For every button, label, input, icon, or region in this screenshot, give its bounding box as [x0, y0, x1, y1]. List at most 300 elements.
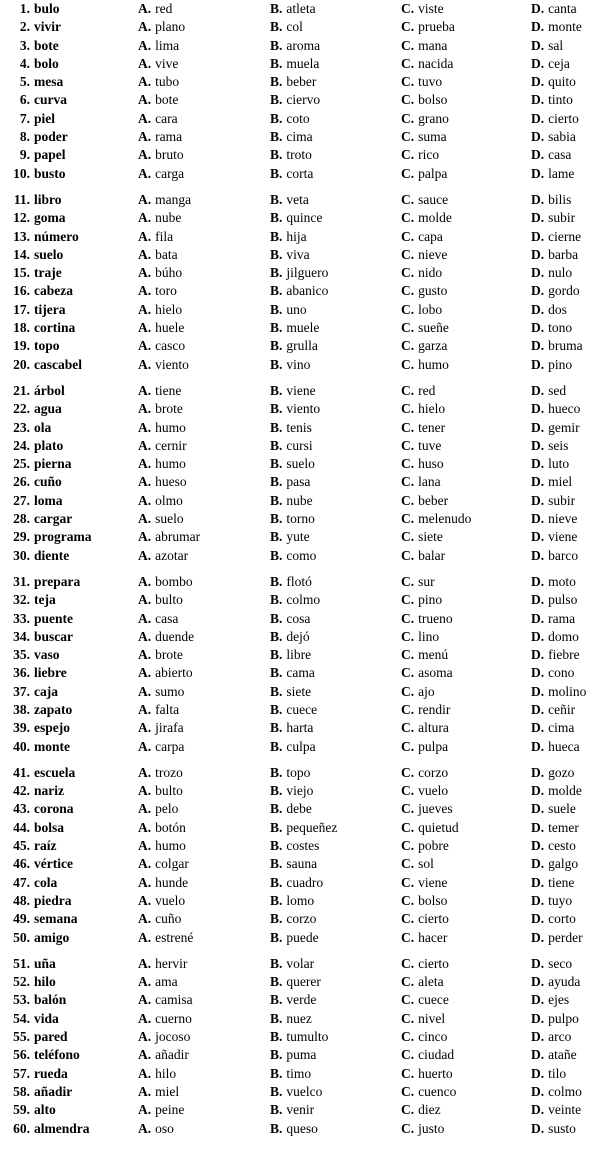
item-number: 51.	[13, 955, 30, 971]
target-word-cell	[0, 929, 138, 947]
option-word: suelo	[286, 456, 315, 472]
option-word: cinco	[418, 1029, 448, 1045]
item-number: 34.	[13, 628, 30, 644]
item-row	[0, 1120, 600, 1138]
target-word: semana	[34, 911, 78, 927]
option-word: como	[286, 547, 317, 563]
option-letter: B.	[270, 19, 283, 35]
target-word-cell	[0, 37, 138, 55]
option-b	[270, 874, 401, 892]
option-c	[401, 228, 531, 246]
option-letter: B.	[270, 301, 283, 317]
option-letter: A.	[138, 283, 152, 299]
option-letter: D.	[531, 246, 545, 262]
option-c	[401, 547, 531, 565]
target-word-cell	[0, 819, 138, 837]
option-letter: D.	[531, 419, 545, 435]
option-c	[401, 319, 531, 337]
option-letter: A.	[138, 929, 152, 945]
option-a	[138, 991, 270, 1009]
target-word: cargar	[34, 511, 73, 527]
option-letter: D.	[531, 74, 545, 90]
option-letter: C.	[401, 382, 415, 398]
option-word: botón	[155, 819, 186, 835]
option-letter: A.	[138, 320, 152, 336]
option-letter: A.	[138, 511, 152, 527]
item-row	[0, 91, 600, 109]
option-c	[401, 455, 531, 473]
option-c	[401, 337, 531, 355]
option-letter: D.	[531, 165, 545, 181]
target-word-cell	[0, 1065, 138, 1083]
option-b	[270, 683, 401, 701]
option-word: fiebre	[548, 647, 580, 663]
option-c	[401, 510, 531, 528]
option-letter: D.	[531, 819, 545, 835]
option-word: barba	[548, 246, 579, 262]
option-c	[401, 419, 531, 437]
item-number: 23.	[13, 419, 30, 435]
option-a	[138, 1010, 270, 1028]
option-word: estrené	[155, 929, 194, 945]
option-word: subir	[548, 210, 576, 226]
option-d	[531, 800, 600, 818]
option-word: hueca	[548, 738, 580, 754]
option-word: carga	[155, 165, 185, 181]
option-word: huerto	[418, 1065, 453, 1081]
option-b	[270, 437, 401, 455]
option-word: viento	[286, 401, 321, 417]
option-word: torno	[286, 511, 315, 527]
item-number: 44.	[13, 819, 30, 835]
option-word: hacer	[418, 929, 448, 945]
option-word: rama	[155, 129, 183, 145]
item-row	[0, 437, 600, 455]
option-letter: C.	[401, 529, 415, 545]
option-d	[531, 337, 600, 355]
target-word-cell	[0, 165, 138, 183]
option-a	[138, 929, 270, 947]
option-word: pasa	[286, 474, 311, 490]
item-row	[0, 228, 600, 246]
option-letter: C.	[401, 720, 415, 736]
item-row	[0, 591, 600, 609]
item-row	[0, 419, 600, 437]
item-row	[0, 819, 600, 837]
option-word: suele	[548, 801, 576, 817]
option-b	[270, 382, 401, 400]
option-a	[138, 1101, 270, 1119]
option-word: nivel	[418, 1010, 446, 1026]
option-a	[138, 874, 270, 892]
target-word: cortina	[34, 320, 76, 336]
option-b	[270, 610, 401, 628]
option-d	[531, 929, 600, 947]
option-word: jocoso	[155, 1029, 191, 1045]
item-number: 39.	[13, 720, 30, 736]
item-number: 49.	[13, 911, 30, 927]
option-letter: A.	[138, 892, 152, 908]
item-number: 32.	[13, 592, 30, 608]
item-row	[0, 646, 600, 664]
option-letter: B.	[270, 110, 283, 126]
option-a	[138, 528, 270, 546]
option-word: quince	[286, 210, 323, 226]
target-word-cell	[0, 892, 138, 910]
option-d	[531, 1010, 600, 1028]
target-word-cell	[0, 419, 138, 437]
item-number: 53.	[13, 992, 30, 1008]
option-letter: C.	[401, 511, 415, 527]
option-letter: C.	[401, 874, 415, 890]
option-word: veinte	[548, 1102, 582, 1118]
option-d	[531, 528, 600, 546]
option-word: tumulto	[286, 1029, 329, 1045]
option-word: jirafa	[155, 720, 184, 736]
option-word: nido	[418, 265, 443, 281]
target-word-cell	[0, 0, 138, 18]
option-word: galgo	[548, 856, 579, 872]
option-letter: C.	[401, 92, 415, 108]
item-number: 17.	[13, 301, 30, 317]
option-c	[401, 591, 531, 609]
option-word: tono	[548, 320, 573, 336]
option-word: nube	[286, 492, 313, 508]
option-word: sabia	[548, 129, 576, 145]
option-word: justo	[418, 1120, 445, 1136]
option-b	[270, 855, 401, 873]
option-word: cursi	[286, 437, 313, 453]
option-letter: B.	[270, 1, 283, 16]
option-c	[401, 37, 531, 55]
target-word: balón	[34, 992, 67, 1008]
option-c	[401, 973, 531, 991]
option-letter: D.	[531, 547, 545, 563]
option-word: col	[286, 19, 303, 35]
target-word-cell	[0, 664, 138, 682]
option-word: cosa	[286, 610, 311, 626]
option-word: ama	[155, 974, 178, 990]
option-letter: A.	[138, 1065, 152, 1081]
option-letter: A.	[138, 647, 152, 663]
item-row	[0, 246, 600, 264]
option-a	[138, 0, 270, 18]
option-letter: C.	[401, 819, 415, 835]
option-b	[270, 419, 401, 437]
option-a	[138, 628, 270, 646]
option-word: rico	[418, 147, 440, 163]
option-letter: D.	[531, 720, 545, 736]
option-b	[270, 892, 401, 910]
option-word: culpa	[286, 738, 316, 754]
target-word-cell	[0, 473, 138, 491]
item-number: 52.	[13, 974, 30, 990]
option-word: beber	[418, 492, 449, 508]
item-number: 41.	[13, 764, 30, 780]
option-letter: A.	[138, 165, 152, 181]
option-letter: C.	[401, 210, 415, 226]
option-b	[270, 1028, 401, 1046]
option-a	[138, 37, 270, 55]
option-letter: C.	[401, 1, 415, 16]
option-b	[270, 837, 401, 855]
option-word: temer	[548, 819, 579, 835]
option-a	[138, 800, 270, 818]
option-word: trozo	[155, 764, 183, 780]
option-a	[138, 209, 270, 227]
option-letter: A.	[138, 401, 152, 417]
target-word: plato	[34, 437, 64, 453]
option-word: tiene	[548, 874, 575, 890]
option-word: corzo	[286, 911, 317, 927]
option-letter: D.	[531, 37, 545, 53]
option-b	[270, 400, 401, 418]
item-number: 58.	[13, 1083, 30, 1099]
target-word-cell	[0, 264, 138, 282]
option-word: bilis	[548, 191, 572, 207]
item-number: 45.	[13, 838, 30, 854]
item-number: 40.	[13, 738, 30, 754]
option-letter: D.	[531, 1120, 545, 1136]
option-d	[531, 382, 600, 400]
option-word: debe	[286, 801, 312, 817]
option-letter: C.	[401, 74, 415, 90]
option-letter: C.	[401, 246, 415, 262]
item-row	[0, 473, 600, 491]
option-letter: A.	[138, 74, 152, 90]
option-letter: A.	[138, 456, 152, 472]
target-word-cell	[0, 910, 138, 928]
target-word: vivir	[34, 19, 61, 35]
option-d	[531, 55, 600, 73]
option-a	[138, 191, 270, 209]
option-letter: C.	[401, 147, 415, 163]
option-letter: D.	[531, 573, 545, 589]
item-row	[0, 628, 600, 646]
target-word-cell	[0, 1028, 138, 1046]
item-row	[0, 128, 600, 146]
item-number: 18.	[13, 320, 30, 336]
target-word: goma	[34, 210, 66, 226]
item-row	[0, 874, 600, 892]
option-d	[531, 573, 600, 591]
option-word: gemir	[548, 419, 580, 435]
option-letter: A.	[138, 819, 152, 835]
option-b	[270, 209, 401, 227]
option-word: puma	[286, 1047, 317, 1063]
option-word: cuenco	[418, 1083, 457, 1099]
option-c	[401, 664, 531, 682]
option-letter: C.	[401, 892, 415, 908]
option-word: miel	[155, 1083, 180, 1099]
item-number: 7.	[19, 110, 30, 126]
option-word: tuve	[418, 437, 442, 453]
target-word-cell	[0, 591, 138, 609]
item-number: 38.	[13, 701, 30, 717]
option-b	[270, 128, 401, 146]
option-word: jilguero	[286, 265, 329, 281]
option-d	[531, 91, 600, 109]
option-letter: C.	[401, 456, 415, 472]
option-letter: A.	[138, 147, 152, 163]
option-d	[531, 455, 600, 473]
item-row	[0, 209, 600, 227]
target-word: añadir	[34, 1083, 73, 1099]
option-d	[531, 683, 600, 701]
option-c	[401, 910, 531, 928]
option-word: hueco	[548, 401, 581, 417]
option-letter: D.	[531, 228, 545, 244]
option-word: tilo	[548, 1065, 567, 1081]
option-word: lima	[155, 37, 180, 53]
option-word: lame	[548, 165, 575, 181]
item-row	[0, 610, 600, 628]
option-c	[401, 246, 531, 264]
item-number: 33.	[13, 610, 30, 626]
option-c	[401, 610, 531, 628]
option-b	[270, 628, 401, 646]
option-word: pelo	[155, 801, 179, 817]
option-word: cernir	[155, 437, 187, 453]
option-letter: B.	[270, 701, 283, 717]
option-word: hunde	[155, 874, 189, 890]
option-c	[401, 301, 531, 319]
target-word: programa	[34, 529, 92, 545]
option-letter: B.	[270, 801, 283, 817]
option-d	[531, 37, 600, 55]
option-c	[401, 1028, 531, 1046]
option-word: lomo	[286, 892, 315, 908]
option-b	[270, 110, 401, 128]
option-word: corzo	[418, 764, 449, 780]
option-letter: D.	[531, 1047, 545, 1063]
option-word: ejes	[548, 992, 570, 1008]
option-letter: C.	[401, 1047, 415, 1063]
option-letter: B.	[270, 74, 283, 90]
option-word: manga	[155, 191, 192, 207]
target-word: bolo	[34, 55, 59, 71]
option-letter: C.	[401, 338, 415, 354]
option-word: peine	[155, 1102, 185, 1118]
item-number: 11.	[13, 191, 30, 207]
option-letter: C.	[401, 628, 415, 644]
option-b	[270, 664, 401, 682]
option-word: ciervo	[286, 92, 321, 108]
option-word: pobre	[418, 838, 449, 854]
target-word-cell	[0, 228, 138, 246]
option-b	[270, 929, 401, 947]
option-word: vuelco	[286, 1083, 323, 1099]
option-letter: A.	[138, 592, 152, 608]
option-word: moto	[548, 573, 576, 589]
option-word: domo	[548, 628, 579, 644]
option-letter: B.	[270, 165, 283, 181]
target-word: vaso	[34, 647, 60, 663]
option-a	[138, 246, 270, 264]
option-b	[270, 510, 401, 528]
option-word: casa	[155, 610, 179, 626]
option-d	[531, 356, 600, 374]
option-word: viene	[286, 382, 316, 398]
option-letter: C.	[401, 783, 415, 799]
option-letter: A.	[138, 529, 152, 545]
option-word: asoma	[418, 665, 453, 681]
item-number: 31.	[13, 573, 30, 589]
item-block	[0, 382, 600, 565]
option-letter: D.	[531, 628, 545, 644]
target-word: pierna	[34, 456, 72, 472]
option-word: corta	[286, 165, 314, 181]
target-word: puente	[34, 610, 74, 626]
item-number: 35.	[13, 647, 30, 663]
option-word: volar	[286, 955, 315, 971]
option-c	[401, 929, 531, 947]
target-word-cell	[0, 337, 138, 355]
option-letter: B.	[270, 382, 283, 398]
option-word: humo	[155, 838, 186, 854]
item-block	[0, 764, 600, 947]
option-word: molde	[418, 210, 452, 226]
option-b	[270, 356, 401, 374]
option-word: timo	[286, 1065, 312, 1081]
item-row	[0, 55, 600, 73]
option-d	[531, 719, 600, 737]
item-row	[0, 1083, 600, 1101]
option-letter: B.	[270, 783, 283, 799]
option-letter: D.	[531, 210, 545, 226]
option-letter: C.	[401, 838, 415, 854]
option-letter: C.	[401, 764, 415, 780]
option-letter: D.	[531, 892, 545, 908]
option-letter: D.	[531, 610, 545, 626]
option-b	[270, 1046, 401, 1064]
option-letter: C.	[401, 110, 415, 126]
option-letter: D.	[531, 974, 545, 990]
item-row	[0, 382, 600, 400]
item-row	[0, 573, 600, 591]
option-word: verde	[286, 992, 317, 1008]
option-letter: B.	[270, 838, 283, 854]
option-word: veta	[286, 191, 309, 207]
option-word: bolso	[418, 92, 448, 108]
option-letter: B.	[270, 529, 283, 545]
option-letter: D.	[531, 265, 545, 281]
option-c	[401, 146, 531, 164]
item-number: 22.	[13, 401, 30, 417]
option-letter: B.	[270, 1120, 283, 1136]
option-word: grano	[418, 110, 449, 126]
option-b	[270, 1065, 401, 1083]
option-c	[401, 955, 531, 973]
item-row	[0, 18, 600, 36]
option-b	[270, 282, 401, 300]
option-word: sur	[418, 573, 435, 589]
option-word: búho	[155, 265, 183, 281]
option-word: tubo	[155, 74, 180, 90]
option-word: canta	[548, 1, 577, 16]
option-d	[531, 419, 600, 437]
option-letter: B.	[270, 191, 283, 207]
item-row	[0, 955, 600, 973]
option-a	[138, 73, 270, 91]
target-word: amigo	[34, 929, 70, 945]
option-word: cuece	[418, 992, 449, 1008]
option-letter: A.	[138, 992, 152, 1008]
option-word: viento	[155, 356, 189, 372]
option-letter: D.	[531, 856, 545, 872]
item-row	[0, 738, 600, 756]
option-d	[531, 955, 600, 973]
